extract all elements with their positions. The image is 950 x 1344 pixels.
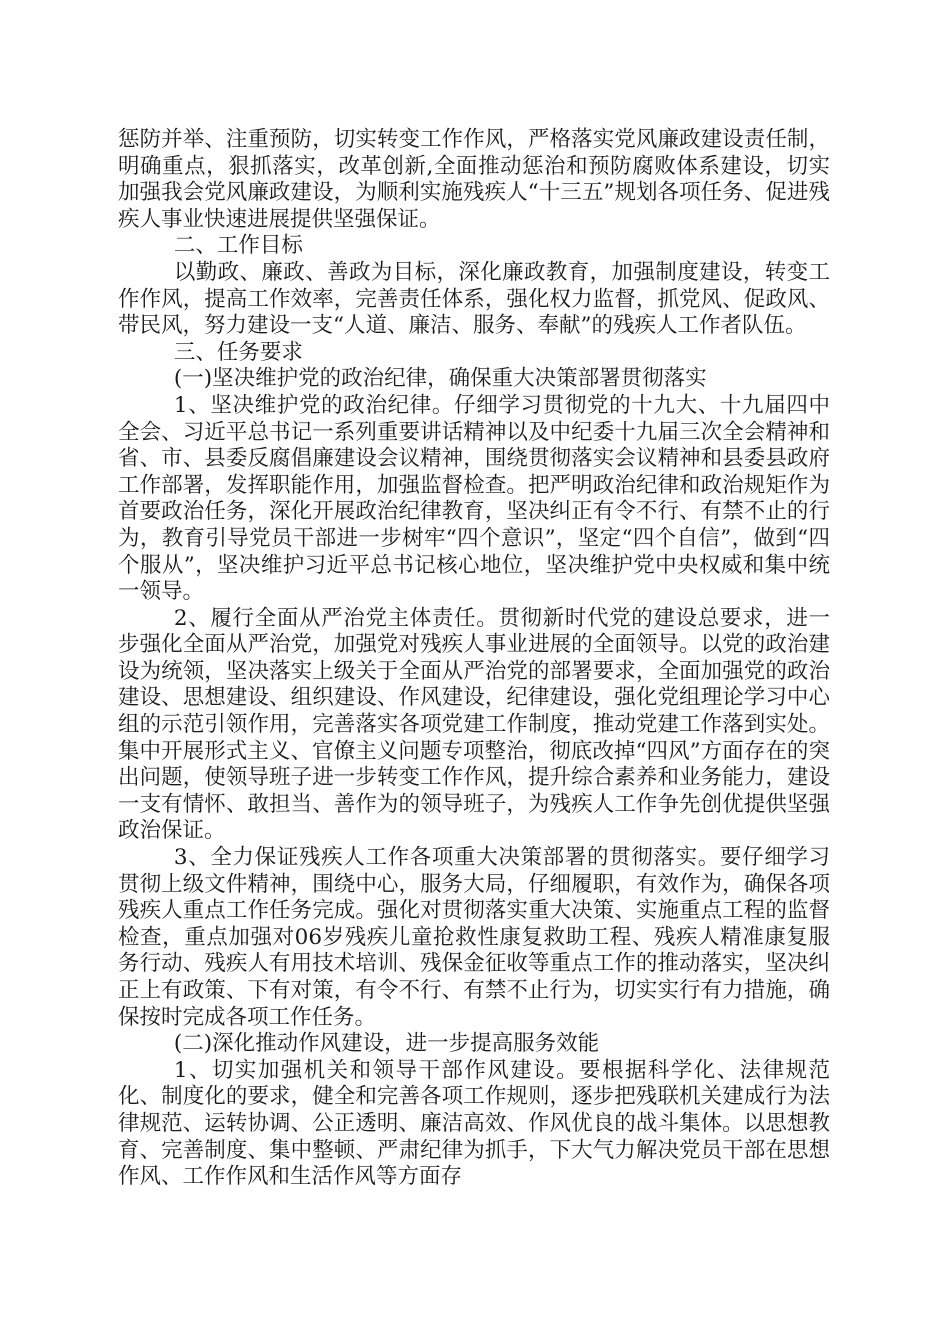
body-paragraph-item-1-2: 2、履行全面从严治党主体责任。贯彻新时代党的建设总要求，进一步强化全面从严治党，加强党对残疾人事业进展的全面领导。以党的政治建设为统领，坚决落实上级关于全面从严治党的部署要求，全面加强党的政治建设、思想建设、组织建设、作风建设，纪律建设，强化党组理论学习中心组的示范引领作用，完善落实各项党建工作制度，推动党建工作落到实处。集中开展形式主义、官僚主义问题专项整治，彻底改掉“四风”方面存在的突出问题，使领导班子进一步转变工作作风，提升综合素养和业务能力，建设一支有情怀、敢担当、善作为的领导班子，为残疾人工作争先创优提供坚强政治保证。	[118, 605, 830, 844]
body-paragraph-item-1-3: 3、全力保证残疾人工作各项重大决策部署的贯彻落实。要仔细学习贯彻上级文件精神，围绕中心，服务大局，仔细履职，有效作为，确保各项残疾人重点工作任务完成。强化对贯彻落实重大决策、实施重点工程的监督检查，重点加强对06岁残疾儿童抢救性康复救助工程、残疾人精准康复服务行动、残疾人有用技术培训、残保金征收等重点工作的推动落实，坚决纠正上有政策、下有对策，有令不行、有禁不止行为，切实实行有力措施，确保按时完成各项工作任务。	[118, 845, 830, 1030]
body-paragraph-item-1-1: 1、坚决维护党的政治纪律。仔细学习贯彻党的十九大、十九届四中全会、习近平总书记一系列重要讲话精神以及中纪委十九届三次全会精神和省、市、县委反腐倡廉建设会议精神，围绕贯彻落实会议精神和县委县政府工作部署，发挥职能作用，加强监督检查。把严明政治纪律和政治规矩作为首要政治任务，深化开展政治纪律教育，坚决纠正有令不行、有禁不止的行为，教育引导党员干部进一步树牢“四个意识”，坚定“四个自信”，做到“四个服从”，坚决维护习近平总书记核心地位，坚决维护党中央权威和集中统一领导。	[118, 392, 830, 605]
body-paragraph-continued: 惩防并举、注重预防，切实转变工作作风，严格落实党风廉政建设责任制，明确重点，狠抓落实，改革创新,全面推动惩治和预防腐败体系建设，切实加强我会党风廉政建设，为顺利实施残疾人“十三五”规划各项任务、促进残疾人事业快速进展提供坚强保证。	[118, 127, 830, 232]
body-paragraph-goals: 以勤政、廉政、善政为目标，深化廉政教育，加强制度建设，转变工作作风，提高工作效率，完善责任体系，强化权力监督，抓党风、促政风、带民风，努力建设一支“人道、廉洁、服务、奉献”的残疾人工作者队伍。	[118, 259, 830, 339]
section-heading-task-requirements: 三、任务要求	[173, 339, 303, 365]
body-paragraph-item-2-1: 1、切实加强机关和领导干部作风建设。要根据科学化、法律规范化、制度化的要求，健全和完善各项工作规则，逐步把残联机关建成行为法律规范、运转协调、公正透明、廉洁高效、作风优良的战斗集体。以思想教育、完善制度、集中整顿、严肃纪律为抓手，下大气力解决党员干部在思想作风、工作作风和生活作风等方面存	[118, 1057, 830, 1190]
subsection-heading-1: (一)坚决维护党的政治纪律，确保重大决策部署贯彻落实	[173, 366, 707, 392]
document-page	[118, 127, 830, 1191]
section-heading-work-goals: 二、工作目标	[173, 233, 303, 259]
subsection-heading-2: (二)深化推动作风建设，进一步提高服务效能	[173, 1031, 600, 1057]
